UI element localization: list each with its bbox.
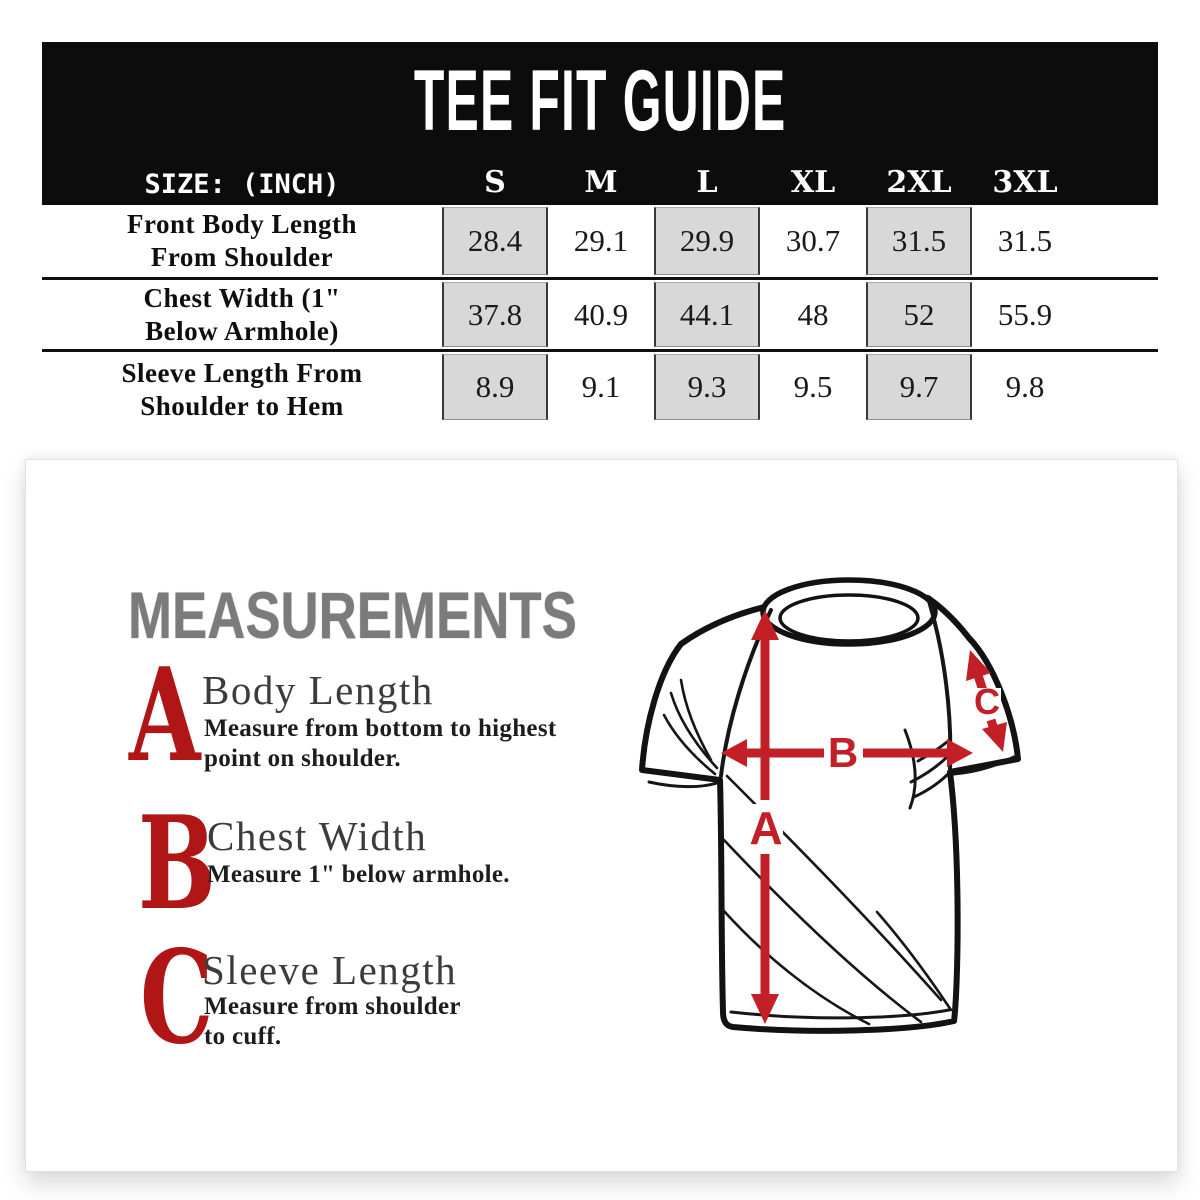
cell-value: 9.8	[1005, 369, 1045, 404]
cell-value: 48	[797, 296, 829, 332]
row-label-line2: Shoulder to Hem	[140, 391, 344, 421]
page-title-text: TEE FIT GUIDE	[413, 53, 787, 149]
measurement-desc-sleeve-length	[204, 992, 461, 1051]
size-column-3xl: 3XL	[992, 165, 1058, 200]
size-column-l: L	[696, 165, 718, 200]
size-table	[42, 205, 1158, 428]
table-cell	[866, 352, 972, 428]
table-cell	[654, 280, 760, 349]
measurement-letter-a: A	[129, 641, 201, 791]
size-column-xl: XL	[790, 165, 836, 200]
tshirt-outline	[642, 580, 1018, 1031]
measurement-heading-chest-width: Chest Width	[207, 813, 428, 859]
table-cell	[654, 205, 760, 277]
tshirt-diagram-svg	[621, 560, 1061, 1100]
tshirt-body-path	[642, 590, 1018, 1031]
measurement-heading-body-length: Body Length	[202, 667, 434, 713]
measurements-title-text: MEASUREMENTS	[128, 578, 577, 652]
cell-value: 9.7	[899, 369, 939, 404]
row-label-line2: Below Armhole)	[145, 315, 339, 346]
measurement-letter-c: C	[140, 923, 214, 1073]
size-chart-header	[42, 42, 1158, 205]
cell-value: 29.1	[573, 223, 629, 258]
measurements-title	[128, 578, 689, 652]
measurement-desc-chest-width	[207, 860, 510, 890]
table-cell	[972, 280, 1078, 349]
table-row-front-body-length	[42, 205, 1158, 277]
table-row-sleeve-length	[42, 349, 1158, 428]
row-label	[42, 205, 442, 277]
size-column-s: S	[484, 165, 506, 200]
cell-value: 8.9	[475, 369, 515, 404]
desc-line: Measure 1" below armhole.	[207, 861, 510, 888]
row-label	[42, 352, 442, 428]
measurements-card	[25, 459, 1178, 1172]
cell-value: 31.5	[997, 223, 1053, 258]
cell-value: 28.4	[467, 223, 523, 258]
table-cell	[972, 352, 1078, 428]
table-cell	[866, 280, 972, 349]
desc-line: point on shoulder.	[204, 744, 401, 772]
cell-value: 9.3	[687, 369, 727, 404]
cell-value: 9.5	[793, 369, 833, 404]
diagram-label-b: B	[827, 729, 859, 776]
table-cell	[760, 280, 866, 349]
row-spacer	[1078, 205, 1158, 277]
cell-value: 40.9	[573, 296, 629, 332]
cell-value: 55.9	[997, 296, 1053, 332]
size-unit-label: SIZE: (INCH)	[144, 169, 340, 200]
cell-value: 52	[903, 296, 935, 332]
measurement-heading-sleeve-length: Sleeve Length	[202, 947, 458, 993]
table-cell	[972, 205, 1078, 277]
row-label-line2: From Shoulder	[150, 242, 334, 272]
cuff-stitch-left	[649, 782, 717, 787]
diagram-label-c: C	[974, 681, 1000, 722]
tshirt-diagram	[621, 560, 1061, 1100]
table-cell	[548, 280, 654, 349]
table-cell	[548, 352, 654, 428]
row-label-line1: Chest Width (1"	[143, 282, 341, 313]
row-label-line1: Front Body Length	[126, 209, 358, 240]
desc-line: Measure from shoulder	[204, 993, 461, 1020]
table-cell	[442, 352, 548, 428]
cell-value: 30.7	[785, 223, 841, 258]
desc-line: Measure from bottom to highest	[204, 715, 557, 742]
size-column-2xl: 2XL	[886, 165, 952, 200]
cell-value: 44.1	[679, 296, 735, 332]
table-cell	[760, 205, 866, 277]
cell-value: 29.9	[679, 223, 735, 258]
row-spacer	[1078, 352, 1158, 428]
row-spacer	[1078, 280, 1158, 349]
cell-value: 9.1	[581, 369, 621, 404]
table-cell	[442, 280, 548, 349]
table-cell	[442, 205, 548, 277]
table-cell	[760, 352, 866, 428]
row-label	[42, 280, 442, 349]
diagram-label-a: A	[749, 802, 783, 854]
table-cell	[654, 352, 760, 428]
cell-value: 31.5	[891, 223, 947, 258]
collar-inner	[780, 595, 918, 641]
table-cell	[866, 205, 972, 277]
page-title	[42, 50, 1158, 153]
desc-line: to cuff.	[204, 1022, 282, 1050]
measurement-desc-body-length	[204, 714, 556, 773]
table-row-chest-width	[42, 277, 1158, 349]
measurement-letter-b: B	[138, 789, 216, 939]
size-header-row	[42, 155, 1158, 205]
table-cell	[548, 205, 654, 277]
size-column-m: M	[584, 165, 618, 200]
cell-value: 37.8	[467, 296, 523, 332]
row-label-line1: Sleeve Length From	[121, 358, 363, 389]
